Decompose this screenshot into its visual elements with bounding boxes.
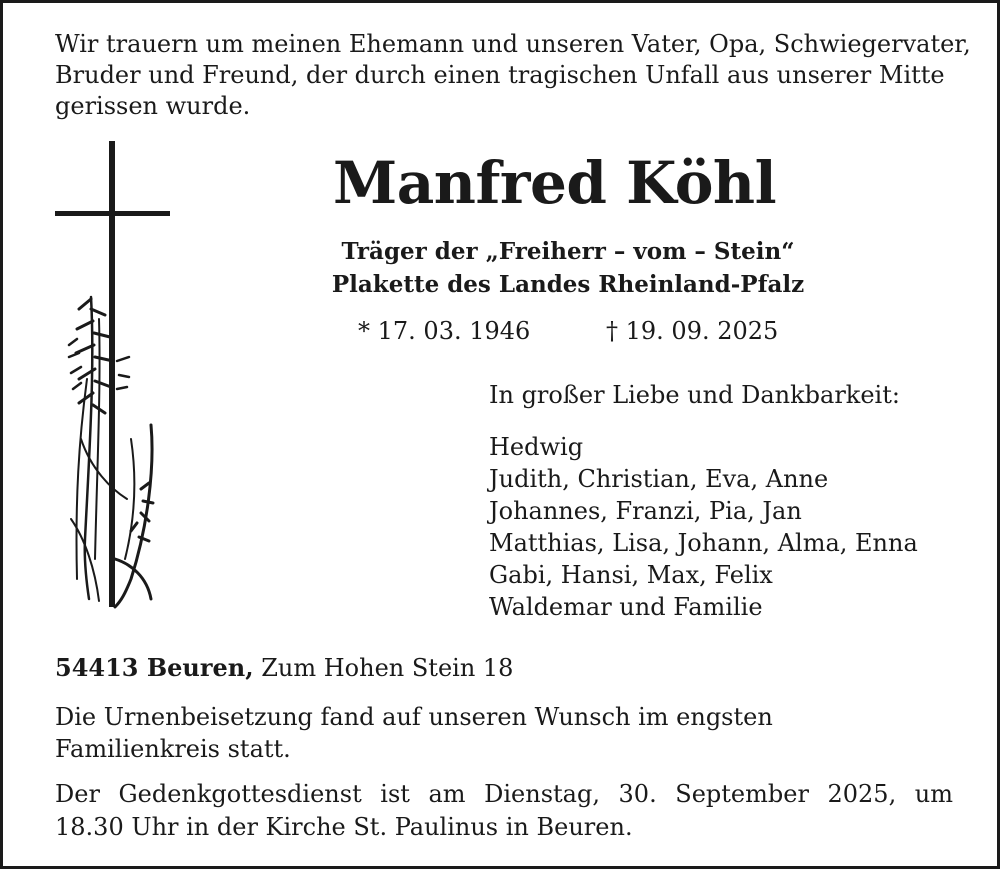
cross-with-grass-icon [51,139,176,611]
burial-line: Familienkreis statt. [55,735,291,763]
award-text [313,235,823,301]
intro-text [55,29,971,122]
family-member-line: Hedwig [489,433,584,461]
family-member-line: Matthias, Lisa, Johann, Alma, Enna [489,529,918,557]
intro-line: Wir trauern um meinen Ehemann und unseren Vater, Opa, Schwiegervater, [55,30,971,58]
burial-notice [55,701,773,765]
family-member-line: Gabi, Hansi, Max, Felix [489,561,773,589]
burial-line: Die Urnenbeisetzung fand auf unseren Wunsch im engsten [55,703,773,731]
family-list [489,379,918,623]
award-line: Träger der „Freiherr – vom – Stein“ [341,238,795,265]
deceased-name: Manfred Köhl [333,149,777,217]
address-street: Zum Hohen Stein 18 [253,654,514,682]
death-date: † 19. 09. 2025 [606,317,779,345]
award-line: Plakette des Landes Rheinland-Pfalz [331,271,805,298]
family-member-line: Waldemar und Familie [489,593,763,621]
intro-line: Bruder und Freund, der durch einen tragischen Unfall aus unserer Mitte [55,61,945,89]
memorial-service-notice [55,778,953,844]
birth-date: * 17. 03. 1946 [358,317,531,345]
service-line: Der Gedenkgottesdienst ist am Dienstag, 30. September 2025, um [55,780,953,808]
address-place: 54413 Beuren, [55,653,254,682]
mourning-address [55,652,513,684]
family-member-line: Johannes, Franzi, Pia, Jan [489,497,802,525]
family-member-line: Judith, Christian, Eva, Anne [489,465,829,493]
thanks-line: In großer Liebe und Dankbarkeit: [489,381,900,409]
service-line: 18.30 Uhr in der Kirche St. Paulinus in Beuren. [55,813,633,841]
intro-line: gerissen wurde. [55,92,251,120]
